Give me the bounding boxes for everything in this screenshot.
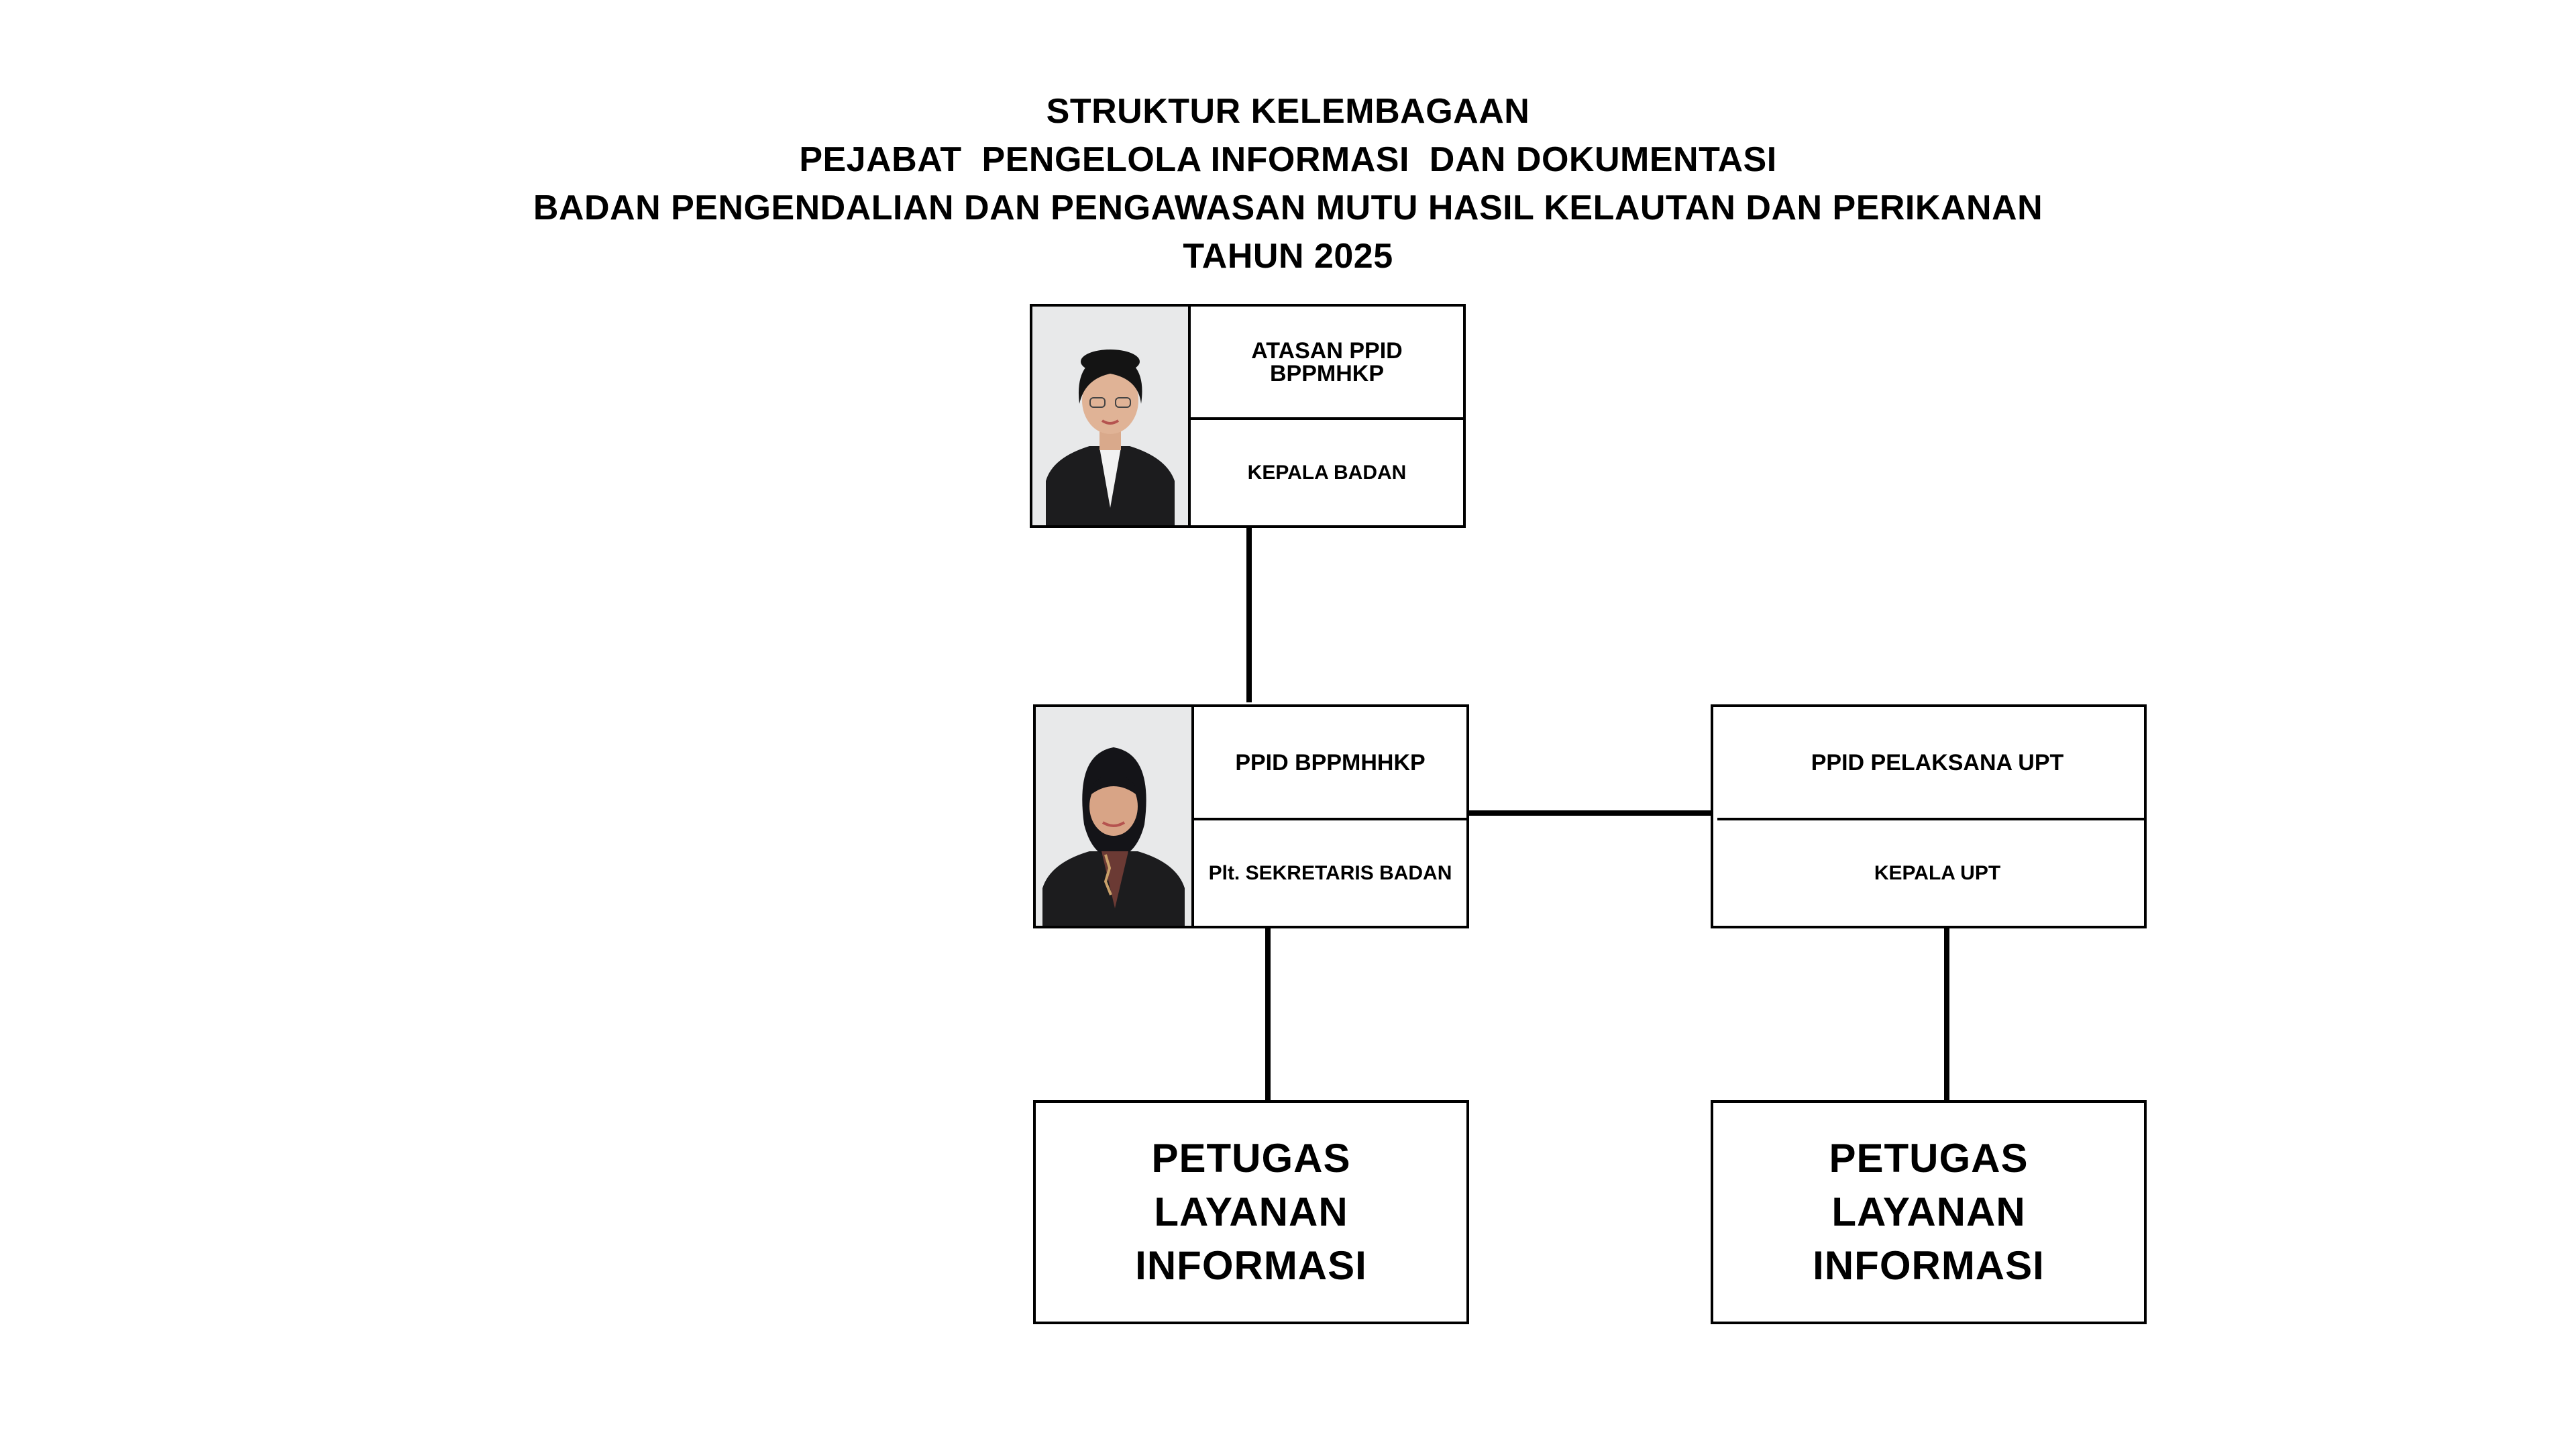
node-atasan-ppid — [1030, 304, 1466, 528]
node-petugas-left — [1033, 1100, 1469, 1324]
title-line-2: PEJABAT PENGELOLA INFORMASI DAN DOKUMENTASI — [799, 140, 1777, 179]
person-portrait-icon — [1036, 707, 1191, 926]
title-line-3: BADAN PENGENDALIAN DAN PENGAWASAN MUTU HASIL KELAUTAN DAN PERIKANAN — [533, 189, 2043, 227]
person-portrait-icon — [1032, 307, 1188, 525]
node-petugas-right — [1711, 1100, 2147, 1324]
connector-pelaksana-petugas — [1944, 924, 1949, 1100]
node-ppid-pelaksana — [1711, 704, 2147, 928]
portrait-photo-ppid — [1036, 707, 1194, 926]
node-petugas-right-label: PETUGAS LAYANAN INFORMASI — [1813, 1136, 2045, 1288]
connector-atasan-ppid — [1246, 527, 1252, 702]
node-atasan-position: KEPALA BADAN — [1247, 461, 1407, 484]
node-ppid-position: Plt. SEKRETARIS BADAN — [1208, 861, 1452, 884]
title-line-4: TAHUN 2025 — [1183, 237, 1393, 276]
title-line-1: STRUKTUR KELEMBAGAAN — [1046, 92, 1530, 131]
connector-ppid-pelaksana — [1467, 810, 1713, 816]
node-petugas-left-label: PETUGAS LAYANAN INFORMASI — [1135, 1136, 1367, 1288]
node-pelaksana-position: KEPALA UPT — [1874, 861, 2001, 884]
node-ppid-role: PPID BPPMHHKP — [1235, 749, 1426, 775]
node-atasan-role: ATASAN PPID BPPMHKP — [1251, 337, 1403, 386]
connector-ppid-petugas — [1265, 924, 1271, 1100]
portrait-photo-atasan — [1032, 307, 1191, 525]
node-pelaksana-role: PPID PELAKSANA UPT — [1811, 749, 2064, 775]
node-ppid — [1033, 704, 1469, 928]
